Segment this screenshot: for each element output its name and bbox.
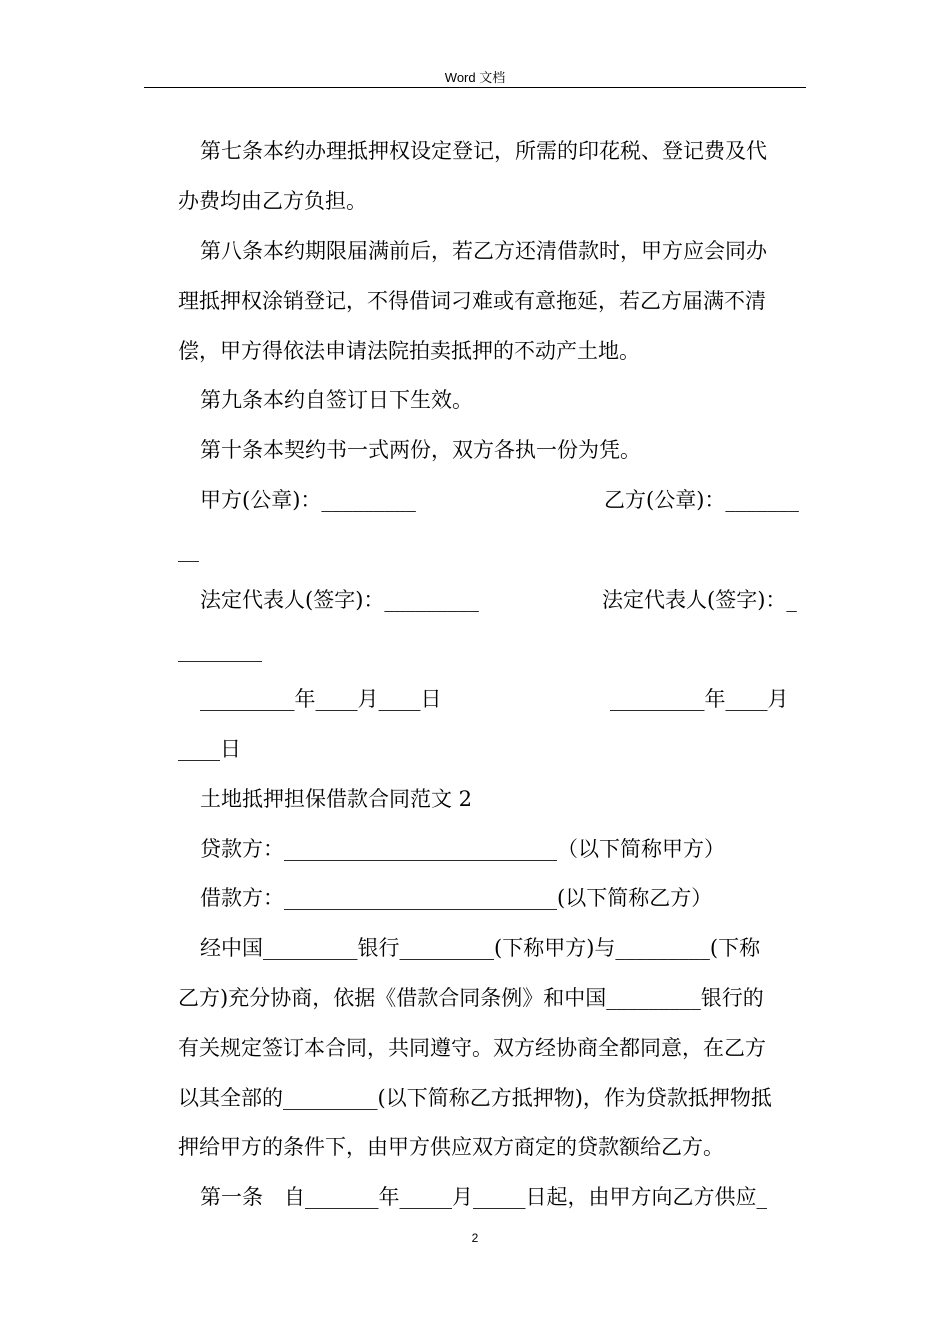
preamble-line-1: 经中国_________银行_________(下称甲方)与_________(下称 [200, 936, 761, 960]
article-7-line-2: 办费均由乙方负担。 [178, 189, 367, 213]
preamble-line-3: 有关规定签订本合同，共同遵守。双方经协商全都同意，在乙方 [178, 1036, 766, 1060]
party-a-seal: 甲方(公章)：_________ [200, 488, 416, 512]
article-10: 第十条本契约书一式两份，双方各执一份为凭。 [200, 438, 641, 462]
party-b-representative-cont: ________ [178, 638, 262, 662]
preamble-line-4: 以其全部的_________(以下简称乙方抵押物)，作为贷款抵押物抵 [178, 1086, 772, 1110]
party-b-seal: 乙方(公章)：_______ [604, 488, 799, 512]
party-b-seal-cont: __ [178, 538, 199, 562]
lender-line: 贷款方：__________________________（以下简称甲方） [200, 837, 725, 861]
preamble-line-5: 押给甲方的条件下，由甲方供应双方商定的贷款额给乙方。 [178, 1135, 724, 1159]
article-9: 第九条本约自签订日下生效。 [200, 388, 473, 412]
header-title: Word 文档 [444, 70, 506, 85]
section-title: 土地抵押担保借款合同范文 2 [200, 787, 473, 811]
party-b-date: _________年____月 [610, 687, 789, 711]
party-a-representative: 法定代表人(签字)：_________ [200, 588, 479, 612]
party-b-date-cont: ____日 [178, 737, 241, 761]
party-a-date: _________年____月____日 [200, 687, 442, 711]
header-divider [144, 87, 806, 88]
preamble-line-2: 乙方)充分协商，依据《借款合同条例》和中国_________银行的 [178, 986, 764, 1010]
borrower-line: 借款方：__________________________(以下简称乙方） [200, 886, 713, 910]
article-1-line-1: 第一条 自_______年_____月_____日起，由甲方向乙方供应_ [200, 1185, 767, 1209]
article-8-line-3: 偿，甲方得依法申请法院拍卖抵押的不动产土地。 [178, 339, 640, 363]
page-number: 2 [471, 1231, 479, 1245]
party-b-representative: 法定代表人(签字)：_ [602, 588, 797, 612]
article-8-line-1: 第八条本约期限届满前后，若乙方还清借款时，甲方应会同办 [200, 239, 767, 263]
article-8-line-2: 理抵押权涂销登记，不得借词刁难或有意拖延，若乙方届满不清 [178, 289, 766, 313]
article-7-line-1: 第七条本约办理抵押权设定登记，所需的印花税、登记费及代 [200, 139, 767, 163]
